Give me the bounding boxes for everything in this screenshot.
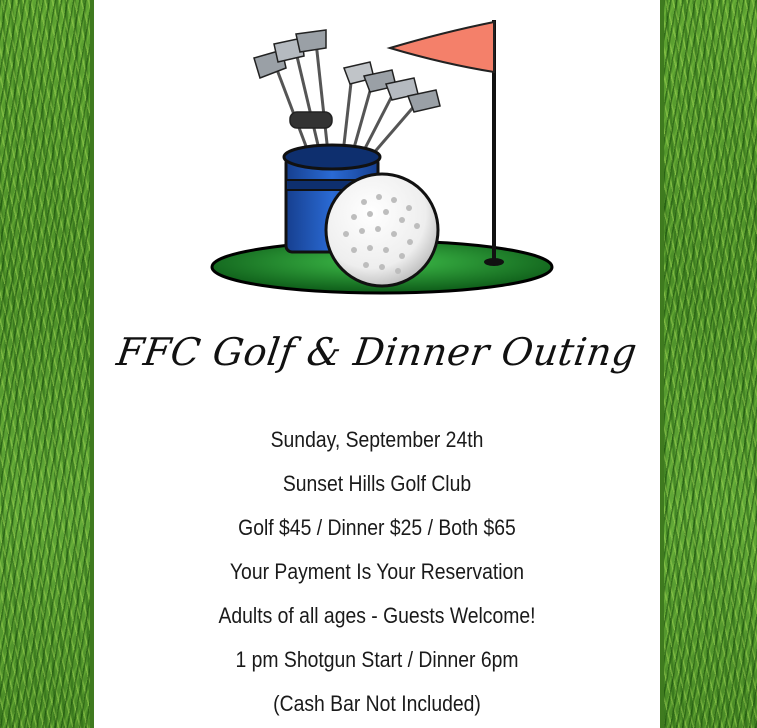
event-venue: Sunset Hills Golf Club	[282, 471, 472, 496]
grass-border-right	[664, 0, 757, 728]
event-date: Sunday, September 24th	[270, 427, 484, 452]
flyer-panel	[90, 0, 664, 728]
event-details	[94, 418, 660, 726]
schedule-note: 1 pm Shotgun Start / Dinner 6pm	[235, 647, 519, 672]
cash-bar-note: (Cash Bar Not Included)	[273, 691, 481, 716]
guests-note: Adults of all ages - Guests Welcome!	[218, 603, 536, 628]
grass-border-left	[0, 0, 90, 728]
golf-illustration	[204, 12, 554, 302]
payment-note: Your Payment Is Your Reservation	[229, 559, 525, 584]
event-title: FFC Golf & Dinner Outing	[114, 330, 640, 374]
golf-ball-icon	[326, 174, 438, 286]
event-pricing: Golf $45 / Dinner $25 / Both $65	[238, 515, 516, 540]
